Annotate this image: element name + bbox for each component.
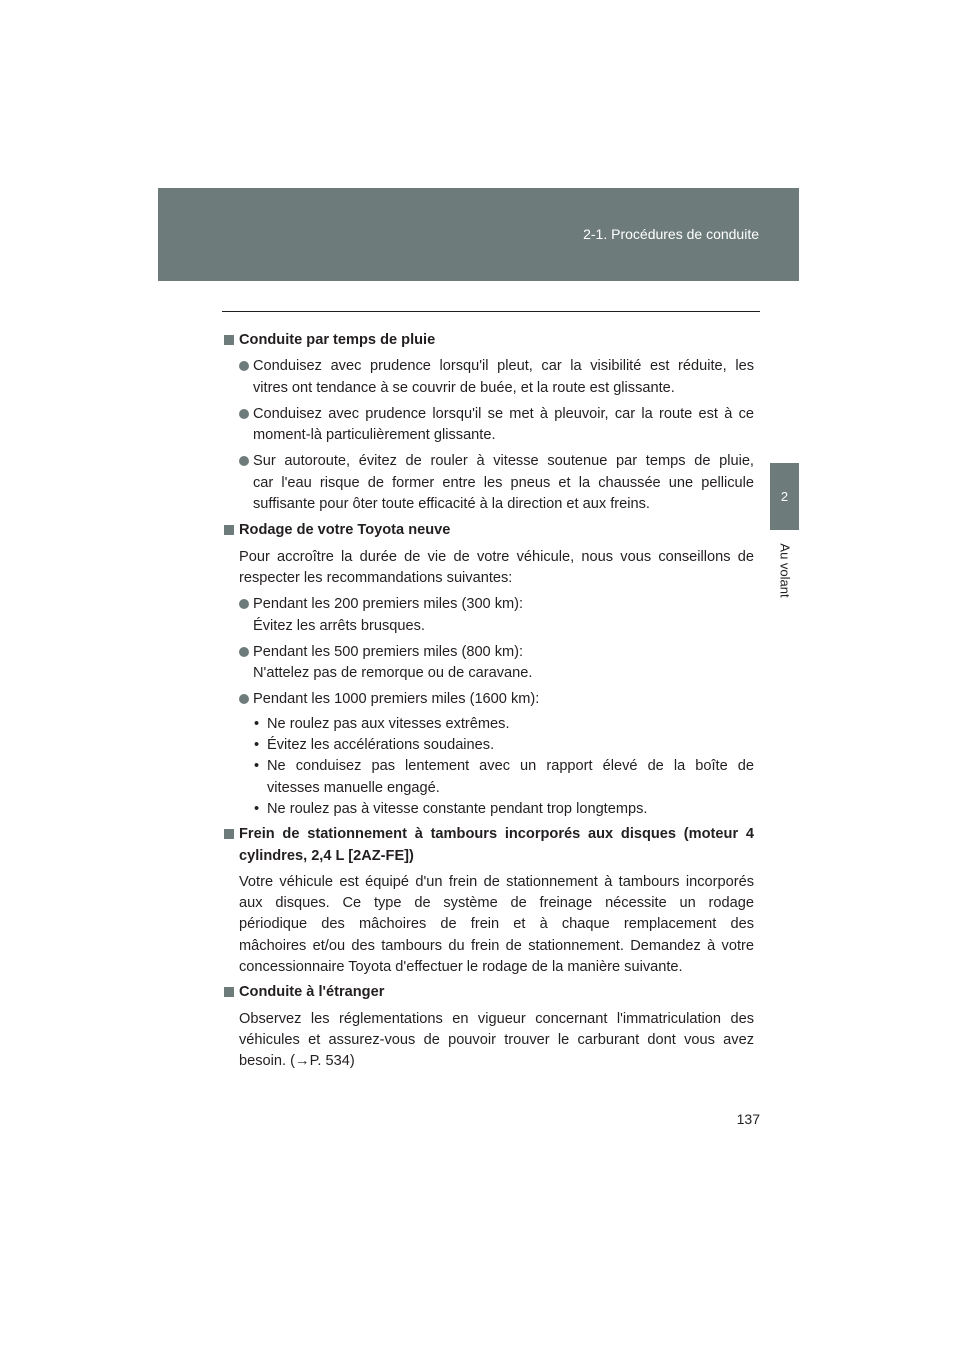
section-title: 2-1. Procédures de conduite <box>583 226 759 242</box>
page-content <box>222 326 754 1073</box>
text-line: respecter les recommandations suivantes: <box>239 569 513 586</box>
breakin-intro <box>222 547 754 590</box>
header-band <box>158 188 799 281</box>
text-line: périodique des mâchoires de frein et à chaque remplacement des <box>239 916 754 933</box>
text-line: moment-là particulièrement glissante. <box>253 427 496 444</box>
text-line: véhicules et assurez-vous de pouvoir trouver le carburant dont vous avez <box>239 1031 754 1048</box>
text-line: N'attelez pas de remorque ou de caravane. <box>253 665 533 682</box>
chapter-label <box>775 534 795 606</box>
subitem-constant: • Ne roulez pas à vitesse constante pendant trop longtemps. <box>222 799 754 820</box>
bullet-rain-visibility <box>222 356 754 399</box>
text-line: Conduisez avec prudence lorsqu'il se met à pleuvoir, car la route est à ce <box>253 405 754 422</box>
text-line: Sur autoroute, évitez de rouler à vitesse soutenue par temps de pluie, <box>253 453 754 470</box>
chapter-tab: 2 <box>770 463 799 530</box>
text-line: Évitez les arrêts brusques. <box>253 617 425 634</box>
text-line: Observez les réglementations en vigueur concernant l'immatriculation des <box>239 1010 754 1027</box>
heading-rain: Conduite par temps de pluie <box>222 330 754 351</box>
page-number: 137 <box>736 1111 760 1127</box>
parking-brake-text <box>222 872 754 978</box>
subitem-gear <box>222 756 754 799</box>
top-rule <box>222 311 760 312</box>
text-line: concessionnaire Toyota d'effectuer le rodage de la manière suivante. <box>239 959 683 976</box>
bullet-rain-start <box>222 404 754 447</box>
text-line: aux disques. Ce type de système de freinage nécessite un rodage <box>239 895 754 912</box>
heading-abroad: Conduite à l'étranger <box>222 982 754 1003</box>
abroad-text <box>222 1009 754 1073</box>
heading-breakin: Rodage de votre Toyota neuve <box>222 520 754 541</box>
bullet-breakin-1000 <box>222 689 754 710</box>
text-line: vitres ont tendance à se couvrir de buée, et la route est glissante. <box>253 379 675 396</box>
heading-parking-brake <box>222 824 754 867</box>
text-line: car l'eau risque de former entre les pneus et la chaussée une pellicule <box>253 474 754 491</box>
bullet-rain-highway <box>222 451 754 515</box>
text-line: suffisante pour ôter toute efficacité à la direction et aux freins. <box>253 496 650 513</box>
text-line: Pendant les 500 premiers miles (800 km): <box>253 643 524 660</box>
text-line: Votre véhicule est équipé d'un frein de stationnement à tambours incorporés <box>239 873 754 890</box>
text-line: Frein de stationnement à tambours incorporés aux disques (moteur 4 <box>239 826 754 843</box>
subitem-speed: • Ne roulez pas aux vitesses extrêmes. <box>222 714 754 735</box>
bullet-breakin-500 <box>222 642 754 685</box>
text-line: mâchoires et/ou des tambours du frein de stationnement. Demandez à votre <box>239 937 754 954</box>
chapter-label-text: Au volant <box>777 542 793 598</box>
text-line: Conduisez avec prudence lorsqu'il pleut, car la visibilité est réduite, les <box>253 358 754 375</box>
text-line: Pendant les 1000 premiers miles (1600 km): <box>253 691 540 708</box>
subitem-accel: • Évitez les accélérations soudaines. <box>222 735 754 756</box>
text-line: cylindres, 2,4 L [2AZ-FE]) <box>239 847 414 864</box>
breakin-subitems <box>222 714 754 820</box>
text-line: Pendant les 200 premiers miles (300 km): <box>253 596 524 613</box>
text-line: • Ne conduisez pas lentement avec un rapport élevé de la boîte de <box>267 758 754 775</box>
bullet-breakin-200 <box>222 594 754 637</box>
text-line: Pour accroître la durée de vie de votre véhicule, nous vous conseillons de <box>239 548 754 565</box>
page-reference-link: besoin. (→P. 534) <box>239 1053 355 1070</box>
text-line: vitesses manuelle engagé. <box>267 779 440 796</box>
